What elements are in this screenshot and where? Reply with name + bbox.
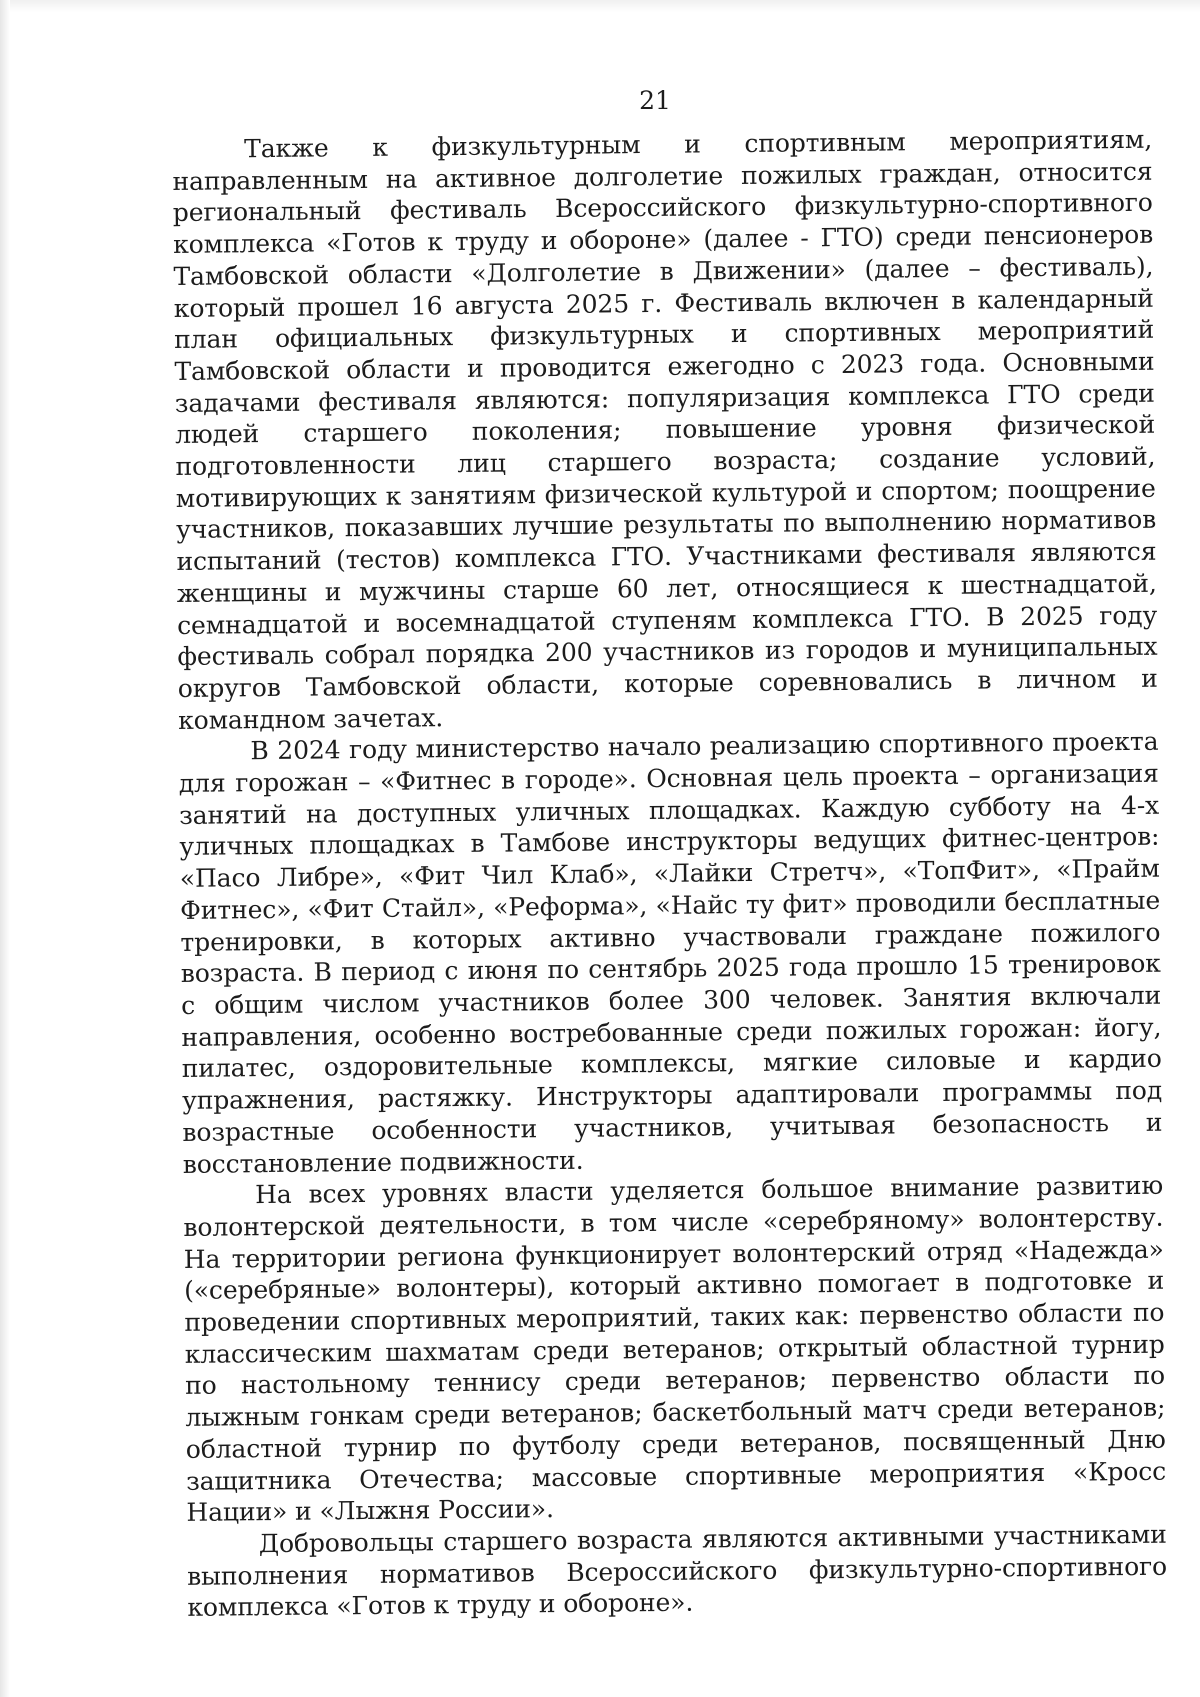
paragraph-silver-volunteers: На всех уровнях власти уделяется большое внимание развитию волонтерской деятельности, в том числе «серебряному» волонтерству. На территории региона функционирует волонтерский отряд «Надежда» («серебряные» волонтеры), который активно помогает в подготовке и проведении спортивных мероприятий, таких как: первенство области по классическим шахматам среди ветеранов; открытый областной турнир по настольному теннису среди ветеранов; первенство области по лыжным гонкам среди ветеранов; баскетбольный матч среди ветеранов; областной турнир по футболу среди ветеранов, посвященный Дню защитника Отечества; массовые спортивные мероприятия «Кросс Нации» и «Лыжня России». xyxy=(183,1170,1167,1528)
scan-left-edge xyxy=(0,0,10,1697)
paragraph-senior-volunteers-gto: Добровольцы старшего возраста являются активными участниками выполнения нормативов Всероссийского физкультурно-спортивного комплекса «Готов к труду и обороне». xyxy=(186,1519,1168,1623)
document-body xyxy=(172,124,1168,1624)
paragraph-gto-festival: Также к физкультурным и спортивным мероприятиям, направленным на активное долголетие пожилых граждан, относится региональный фестиваль Всероссийского физкультурно-спортивного комплекса «Готов к труду и обороне» (далее - ГТО) среди пенсионеров Тамбовской области «Долголетие в Движении» (далее – фестиваль), который прошел 16 августа 2025 г. Фестиваль включен в календарный план официальных физкультурных и спортивных мероприятий Тамбовской области и проводится ежегодно с 2023 года. Основными задачами фестиваля являются: популяризация комплекса ГТО среди людей старшего поколения; повышение уровня физической подготовленности лиц старшего возраста; создание условий, мотивирующих к занятиям физической культурой и спортом; поощрение участников, показавших лучшие результаты по выполнению нормативов испытаний (тестов) комплекса ГТО. Участниками фестиваля являются женщины и мужчины старше 60 лет, относящиеся к шестнадцатой, семнадцатой и восемнадцатой ступеням комплекса ГТО. В 2025 году фестиваль собрал порядка 200 участников из городов и муниципальных округов Тамбовской области, которые соревновались в личном и командном зачетах. xyxy=(172,124,1158,735)
page-number: 21 xyxy=(639,86,671,115)
paragraph-fitness-in-city: В 2024 году министерство начало реализацию спортивного проекта для горожан – «Фитнес в городе». Основная цель проекта – организация занятий на доступных уличных площадках. Каждую субботу на 4-х уличных площадках в Тамбове инструкторы ведущих фитнес-центров: «Пасо Либре», «Фит Чил Клаб», «Лайки Стретч», «ТопФит», «Прайм Фитнес», «Фит Стайл», «Реформа», «Найс ту фит» проводили бесплатные тренировки, в которых активно участвовали граждане пожилого возраста. В период с июня по сентябрь 2025 года прошло 15 тренировок с общим числом участников более 300 человек. Занятия включали направления, особенно востребованные среди пожилых горожан: йогу, пилатес, оздоровительные комплексы, мягкие силовые и кардио упражнения, растяжку. Инструкторы адаптировали программы под возрастные особенности участников, учитывая безопасность и восстановление подвижности. xyxy=(178,727,1163,1179)
scan-top-edge xyxy=(0,0,1200,12)
